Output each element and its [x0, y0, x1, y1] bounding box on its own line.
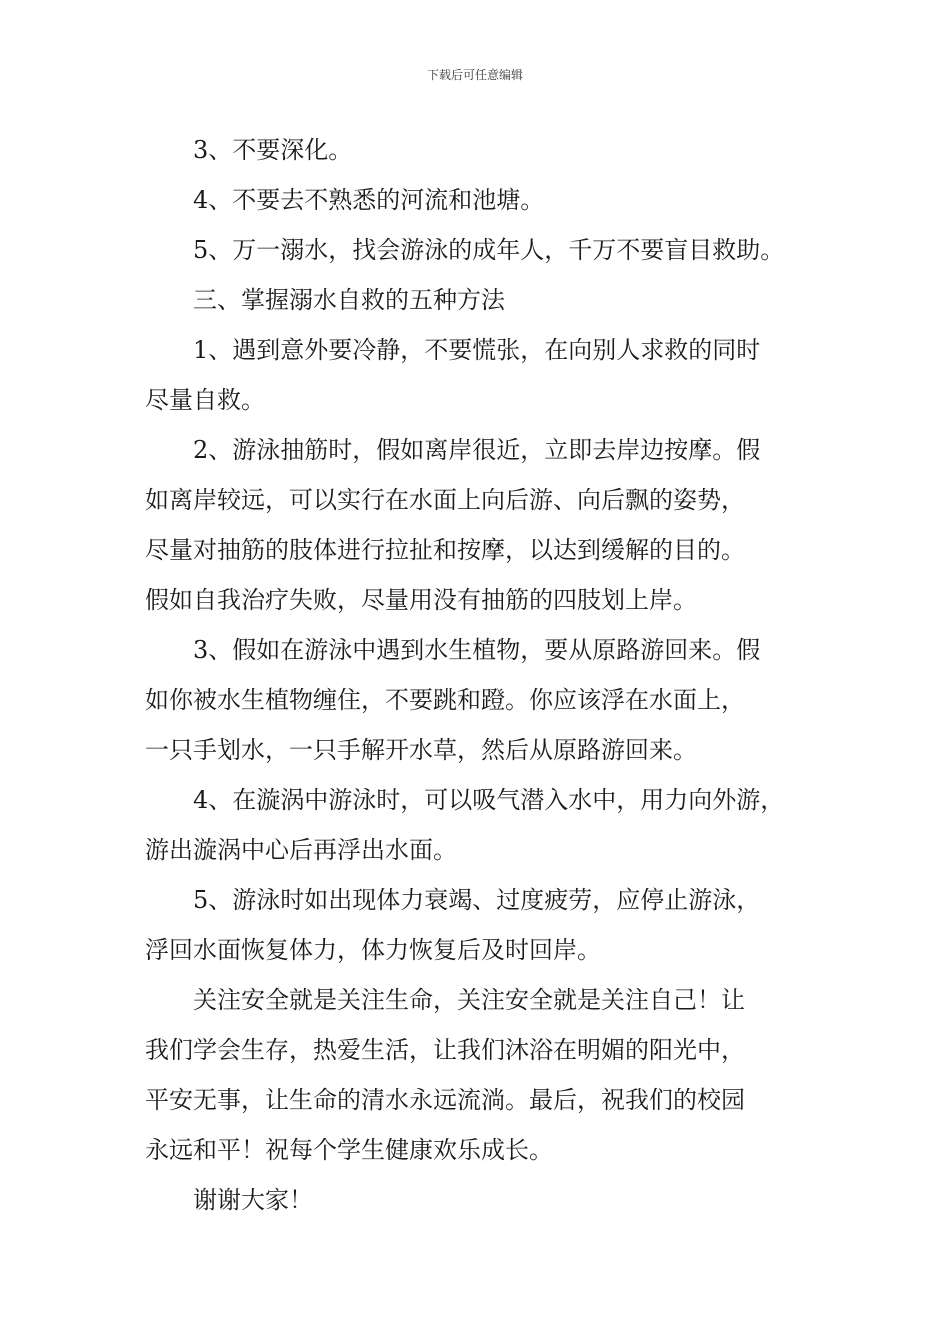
- document-body: [145, 125, 825, 1225]
- paragraph-line: 我们学会生存，热爱生活，让我们沐浴在明媚的阳光中，: [145, 1036, 745, 1064]
- section-heading-self-rescue: [145, 275, 825, 325]
- paragraph-line: 游出漩涡中心后再浮出水面。: [145, 836, 457, 864]
- paragraph-line: 平安无事，让生命的清水永远流淌。最后，祝我们的校园: [145, 1086, 745, 1114]
- paragraph-line: 3、假如在游泳中遇到水生植物，要从原路游回来。假: [193, 636, 761, 664]
- paragraph-closing-remarks: [145, 975, 825, 1175]
- paragraph-line: 尽量对抽筋的肢体进行拉扯和按摩，以达到缓解的目的。: [145, 536, 745, 564]
- paragraph-1-stay-calm: [145, 325, 825, 425]
- paragraph-3-water-plants: [145, 625, 825, 775]
- paragraph-line: 谢谢大家！: [193, 1186, 313, 1214]
- paragraph-line: 2、游泳抽筋时，假如离岸很近，立即去岸边按摩。假: [193, 436, 761, 464]
- paragraph-line: 假如自我治疗失败，尽量用没有抽筋的四肢划上岸。: [145, 586, 697, 614]
- paragraph-line: 4、不要去不熟悉的河流和池塘。: [193, 186, 545, 214]
- paragraph-line: 1、遇到意外要冷静，不要慌张，在向别人求救的同时: [193, 336, 761, 364]
- paragraph-line: 尽量自救。: [145, 386, 265, 414]
- paragraph-line: 3、不要深化。: [193, 136, 353, 164]
- paragraph-line: 永远和平！祝每个学生健康欢乐成长。: [145, 1136, 553, 1164]
- paragraph-line: 4、在漩涡中游泳时，可以吸气潜入水中，用力向外游，: [193, 786, 785, 814]
- section-heading-text: 三、掌握溺水自救的五种方法: [193, 286, 505, 314]
- paragraph-4-whirlpool: [145, 775, 825, 875]
- paragraph-line: 如离岸较远，可以实行在水面上向后游、向后飘的姿势，: [145, 486, 745, 514]
- paragraph-4-unfamiliar-waters: [145, 175, 825, 225]
- paragraph-line: 关注安全就是关注生命，关注安全就是关注自己！让: [193, 986, 745, 1014]
- paragraph-line: 如你被水生植物缠住，不要跳和蹬。你应该浮在水面上，: [145, 686, 745, 714]
- paragraph-5-exhaustion: [145, 875, 825, 975]
- paragraph-line: 5、游泳时如出现体力衰竭、过度疲劳，应停止游泳，: [193, 886, 761, 914]
- paragraph-line: 浮回水面恢复体力，体力恢复后及时回岸。: [145, 936, 601, 964]
- paragraph-3-dont-go-deep: [145, 125, 825, 175]
- paragraph-line: 一只手划水，一只手解开水草，然后从原路游回来。: [145, 736, 697, 764]
- paragraph-thank-you: [145, 1175, 825, 1225]
- paragraph-2-cramps: [145, 425, 825, 625]
- paragraph-line: 5、万一溺水，找会游泳的成年人，千万不要盲目救助。: [193, 236, 785, 264]
- paragraph-5-seek-adult-help: [145, 225, 825, 275]
- page-header: 下载后可任意编辑: [426, 68, 523, 82]
